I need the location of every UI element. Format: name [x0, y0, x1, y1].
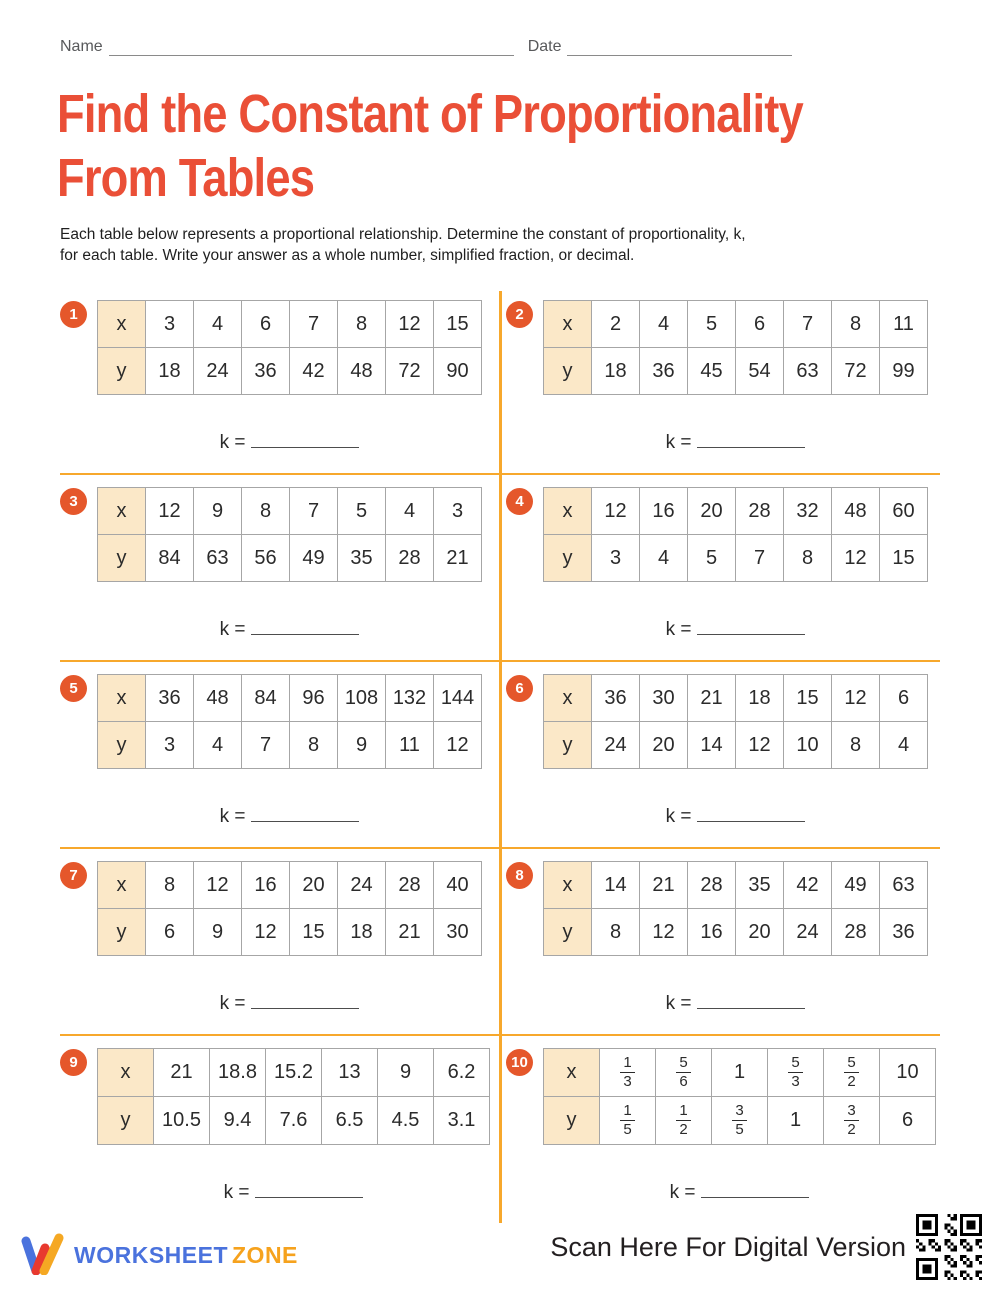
table-row	[98, 722, 482, 769]
value-cell: 15.2	[266, 1049, 322, 1097]
value-cell: 16	[640, 488, 688, 535]
table-row	[544, 722, 928, 769]
value-cell: 36	[640, 348, 688, 395]
k-answer-line	[97, 806, 482, 828]
value-cell: 8	[290, 722, 338, 769]
value-cell: 9.4	[210, 1097, 266, 1145]
value-cell: 8	[832, 722, 880, 769]
xy-table	[543, 674, 928, 769]
value-cell: 15	[784, 675, 832, 722]
xy-table	[97, 300, 482, 395]
value-cell: 21	[434, 535, 482, 582]
table-row	[544, 1049, 936, 1097]
value-cell: 60	[880, 488, 928, 535]
value-cell: 8	[338, 301, 386, 348]
value-cell: 144	[434, 675, 482, 722]
k-label: k =	[219, 993, 246, 1014]
value-cell: 7	[242, 722, 290, 769]
value-cell	[712, 1097, 768, 1145]
value-cell: 20	[688, 488, 736, 535]
value-cell: 21	[688, 675, 736, 722]
k-answer-line	[97, 619, 482, 641]
value-cell: 48	[832, 488, 880, 535]
fraction-value: $\frac{3}{2}$	[844, 1103, 858, 1139]
value-cell: 6	[736, 301, 784, 348]
value-cell: 84	[242, 675, 290, 722]
value-cell: 4	[194, 301, 242, 348]
value-cell: 14	[592, 862, 640, 909]
value-cell: 7	[736, 535, 784, 582]
value-cell: 72	[832, 348, 880, 395]
value-cell: 10	[784, 722, 832, 769]
value-cell: 16	[688, 909, 736, 956]
k-label: k =	[665, 619, 692, 640]
xy-table	[97, 674, 482, 769]
footer	[20, 1214, 982, 1280]
value-cell: 3	[146, 301, 194, 348]
table-row	[98, 488, 482, 535]
problem-number-badge: 3	[60, 488, 87, 515]
value-cell: 32	[784, 488, 832, 535]
instructions-line2: for each table. Write your answer as a whole number, simplified fraction, or decimal.	[60, 247, 635, 264]
logo-w-icon	[20, 1231, 66, 1280]
value-cell: 15	[880, 535, 928, 582]
value-cell: 36	[592, 675, 640, 722]
row-header-x: x	[98, 1049, 154, 1097]
value-cell: 11	[386, 722, 434, 769]
table-row	[98, 862, 482, 909]
scan-here-text: Scan Here For Digital Version	[550, 1231, 906, 1262]
value-cell: 4.5	[378, 1097, 434, 1145]
value-cell: 12	[146, 488, 194, 535]
value-cell: 12	[194, 862, 242, 909]
value-cell: 9	[338, 722, 386, 769]
value-cell: 18	[592, 348, 640, 395]
value-cell: 4	[880, 722, 928, 769]
problem-4	[500, 475, 940, 662]
k-label: k =	[665, 993, 692, 1014]
value-cell: 56	[242, 535, 290, 582]
value-cell: 15	[290, 909, 338, 956]
row-header-y: y	[544, 722, 592, 769]
value-cell: 13	[322, 1049, 378, 1097]
k-answer-blank[interactable]	[251, 621, 359, 635]
problem-2	[500, 288, 940, 475]
value-cell: 28	[736, 488, 784, 535]
k-answer-blank[interactable]	[697, 995, 805, 1009]
value-cell: 36	[242, 348, 290, 395]
row-header-y: y	[544, 909, 592, 956]
value-cell: 72	[386, 348, 434, 395]
k-answer-blank[interactable]	[697, 621, 805, 635]
k-label: k =	[665, 806, 692, 827]
value-cell: 6	[880, 1097, 936, 1145]
value-cell: 12	[434, 722, 482, 769]
value-cell: 7	[290, 488, 338, 535]
scan-row	[550, 1214, 982, 1280]
table-row	[544, 301, 928, 348]
k-label: k =	[669, 1182, 696, 1203]
value-cell: 1	[768, 1097, 824, 1145]
k-label: k =	[219, 432, 246, 453]
value-cell: 24	[592, 722, 640, 769]
value-cell: 20	[736, 909, 784, 956]
row-header-y: y	[544, 535, 592, 582]
table-row	[544, 862, 928, 909]
problem-number-badge: 10	[506, 1049, 533, 1076]
value-cell: 12	[640, 909, 688, 956]
value-cell: 48	[194, 675, 242, 722]
value-cell: 3	[434, 488, 482, 535]
value-cell: 48	[338, 348, 386, 395]
value-cell	[656, 1097, 712, 1145]
table-row	[544, 488, 928, 535]
value-cell: 5	[338, 488, 386, 535]
value-cell: 16	[242, 862, 290, 909]
problem-number-badge: 4	[506, 488, 533, 515]
value-cell: 12	[832, 675, 880, 722]
k-answer-blank[interactable]	[697, 808, 805, 822]
value-cell: 5	[688, 535, 736, 582]
problems-grid	[60, 288, 940, 1223]
problem-number-badge: 1	[60, 301, 87, 328]
xy-table	[543, 1048, 936, 1145]
value-cell: 2	[592, 301, 640, 348]
value-cell: 7.6	[266, 1097, 322, 1145]
value-cell: 28	[386, 535, 434, 582]
value-cell: 42	[290, 348, 338, 395]
row-header-y: y	[98, 1097, 154, 1145]
fraction-value: $\frac{1}{5}$	[620, 1103, 634, 1139]
value-cell: 5	[688, 301, 736, 348]
problem-8	[500, 849, 940, 1036]
value-cell: 15	[434, 301, 482, 348]
value-cell	[656, 1049, 712, 1097]
table-row	[98, 348, 482, 395]
value-cell: 21	[154, 1049, 210, 1097]
date-blank-line[interactable]	[567, 38, 792, 56]
value-cell: 108	[338, 675, 386, 722]
k-answer-line	[97, 432, 482, 454]
value-cell: 24	[784, 909, 832, 956]
name-blank-line[interactable]	[109, 38, 514, 56]
value-cell: 45	[688, 348, 736, 395]
value-cell: 8	[832, 301, 880, 348]
value-cell: 35	[736, 862, 784, 909]
fraction-value: $\frac{1}{3}$	[620, 1055, 634, 1091]
table-row	[544, 1097, 936, 1145]
row-header-y: y	[98, 535, 146, 582]
table-row	[544, 909, 928, 956]
problem-number-badge: 2	[506, 301, 533, 328]
value-cell: 12	[592, 488, 640, 535]
problem-number-badge: 7	[60, 862, 87, 889]
problem-9	[60, 1036, 500, 1223]
problem-1	[60, 288, 500, 475]
row-header-x: x	[544, 862, 592, 909]
page-title-line2: From Tables	[57, 148, 315, 208]
instructions	[60, 224, 940, 266]
k-answer-line	[543, 619, 928, 641]
value-cell: 20	[640, 722, 688, 769]
worksheet-zone-logo	[20, 1231, 298, 1280]
value-cell: 6.5	[322, 1097, 378, 1145]
row-header-y: y	[98, 348, 146, 395]
value-cell: 18	[736, 675, 784, 722]
value-cell	[824, 1049, 880, 1097]
value-cell: 24	[338, 862, 386, 909]
table-row	[544, 675, 928, 722]
fraction-value: $\frac{1}{2}$	[676, 1103, 690, 1139]
value-cell: 30	[640, 675, 688, 722]
xy-table	[543, 487, 928, 582]
value-cell: 4	[640, 301, 688, 348]
k-label: k =	[219, 619, 246, 640]
row-header-y: y	[98, 722, 146, 769]
logo-text-worksheet: WORKSHEET	[74, 1242, 228, 1268]
value-cell: 63	[880, 862, 928, 909]
qr-code-icon	[916, 1214, 982, 1280]
value-cell: 6.2	[434, 1049, 490, 1097]
logo-text	[74, 1242, 298, 1269]
value-cell	[824, 1097, 880, 1145]
fraction-value: $\frac{3}{5}$	[732, 1103, 746, 1139]
value-cell: 40	[434, 862, 482, 909]
k-answer-blank[interactable]	[697, 434, 805, 448]
k-answer-line	[543, 1182, 936, 1204]
value-cell: 96	[290, 675, 338, 722]
value-cell: 99	[880, 348, 928, 395]
fraction-value: $\frac{5}{3}$	[788, 1055, 802, 1091]
row-header-y: y	[98, 909, 146, 956]
row-header-y: y	[544, 1097, 600, 1145]
instructions-line1: Each table below represents a proportional relationship. Determine the constant of proportionality, k,	[60, 226, 746, 243]
value-cell: 30	[434, 909, 482, 956]
value-cell: 4	[194, 722, 242, 769]
value-cell: 3	[146, 722, 194, 769]
xy-table	[543, 861, 928, 956]
problem-3	[60, 475, 500, 662]
value-cell: 20	[290, 862, 338, 909]
value-cell: 35	[338, 535, 386, 582]
value-cell	[600, 1049, 656, 1097]
value-cell: 8	[592, 909, 640, 956]
value-cell: 6	[146, 909, 194, 956]
k-label: k =	[223, 1182, 250, 1203]
value-cell: 21	[640, 862, 688, 909]
vertical-divider	[499, 291, 502, 1223]
value-cell: 18	[338, 909, 386, 956]
value-cell: 6	[880, 675, 928, 722]
row-header-x: x	[98, 488, 146, 535]
logo-text-zone: ZONE	[232, 1242, 298, 1268]
row-header-x: x	[544, 488, 592, 535]
k-answer-blank[interactable]	[701, 1184, 809, 1198]
value-cell: 49	[290, 535, 338, 582]
value-cell: 49	[832, 862, 880, 909]
value-cell: 8	[784, 535, 832, 582]
value-cell: 63	[194, 535, 242, 582]
problem-number-badge: 6	[506, 675, 533, 702]
xy-table	[543, 300, 928, 395]
xy-table	[97, 1048, 490, 1145]
value-cell: 7	[784, 301, 832, 348]
problem-number-badge: 5	[60, 675, 87, 702]
value-cell: 28	[832, 909, 880, 956]
value-cell: 24	[194, 348, 242, 395]
value-cell: 4	[640, 535, 688, 582]
k-answer-line	[97, 993, 482, 1015]
value-cell: 12	[832, 535, 880, 582]
k-answer-blank[interactable]	[255, 1184, 363, 1198]
value-cell: 1	[712, 1049, 768, 1097]
problem-number-badge: 9	[60, 1049, 87, 1076]
value-cell: 42	[784, 862, 832, 909]
k-answer-line	[543, 432, 928, 454]
k-label: k =	[665, 432, 692, 453]
value-cell: 6	[242, 301, 290, 348]
problem-7	[60, 849, 500, 1036]
table-row	[98, 1049, 490, 1097]
xy-table	[97, 861, 482, 956]
value-cell: 4	[386, 488, 434, 535]
row-header-x: x	[544, 301, 592, 348]
value-cell: 36	[146, 675, 194, 722]
k-answer-blank[interactable]	[251, 995, 359, 1009]
row-header-x: x	[544, 675, 592, 722]
value-cell: 12	[386, 301, 434, 348]
value-cell: 8	[242, 488, 290, 535]
k-label: k =	[219, 806, 246, 827]
fraction-value: $\frac{5}{2}$	[844, 1055, 858, 1091]
problem-10	[500, 1036, 940, 1223]
k-answer-line	[97, 1182, 490, 1204]
value-cell: 28	[688, 862, 736, 909]
k-answer-line	[543, 993, 928, 1015]
value-cell: 9	[194, 909, 242, 956]
name-label: Name	[60, 38, 103, 55]
value-cell: 7	[290, 301, 338, 348]
k-answer-line	[543, 806, 928, 828]
page-title	[57, 82, 849, 210]
value-cell: 14	[688, 722, 736, 769]
k-answer-blank[interactable]	[251, 434, 359, 448]
value-cell	[600, 1097, 656, 1145]
row-header-x: x	[98, 301, 146, 348]
value-cell: 84	[146, 535, 194, 582]
value-cell: 3.1	[434, 1097, 490, 1145]
value-cell: 18.8	[210, 1049, 266, 1097]
fraction-value: $\frac{5}{6}$	[676, 1055, 690, 1091]
xy-table	[97, 487, 482, 582]
value-cell: 11	[880, 301, 928, 348]
row-header-y: y	[544, 348, 592, 395]
value-cell: 28	[386, 862, 434, 909]
row-header-x: x	[98, 862, 146, 909]
table-row	[98, 301, 482, 348]
row-header-x: x	[544, 1049, 600, 1097]
value-cell: 63	[784, 348, 832, 395]
value-cell: 36	[880, 909, 928, 956]
name-date-row	[0, 0, 1000, 56]
value-cell: 10.5	[154, 1097, 210, 1145]
value-cell: 90	[434, 348, 482, 395]
date-label: Date	[527, 38, 562, 55]
value-cell: 12	[736, 722, 784, 769]
page-title-line1: Find the Constant of Proportionality	[57, 84, 803, 144]
value-cell: 12	[242, 909, 290, 956]
value-cell: 132	[386, 675, 434, 722]
table-row	[98, 535, 482, 582]
table-row	[98, 675, 482, 722]
problem-5	[60, 662, 500, 849]
value-cell: 3	[592, 535, 640, 582]
row-header-x: x	[98, 675, 146, 722]
table-row	[98, 1097, 490, 1145]
value-cell: 21	[386, 909, 434, 956]
value-cell: 54	[736, 348, 784, 395]
table-row	[98, 909, 482, 956]
k-answer-blank[interactable]	[251, 808, 359, 822]
value-cell: 8	[146, 862, 194, 909]
table-row	[544, 535, 928, 582]
value-cell	[768, 1049, 824, 1097]
value-cell: 9	[378, 1049, 434, 1097]
problem-6	[500, 662, 940, 849]
value-cell: 9	[194, 488, 242, 535]
value-cell: 18	[146, 348, 194, 395]
table-row	[544, 348, 928, 395]
value-cell: 10	[880, 1049, 936, 1097]
problem-number-badge: 8	[506, 862, 533, 889]
